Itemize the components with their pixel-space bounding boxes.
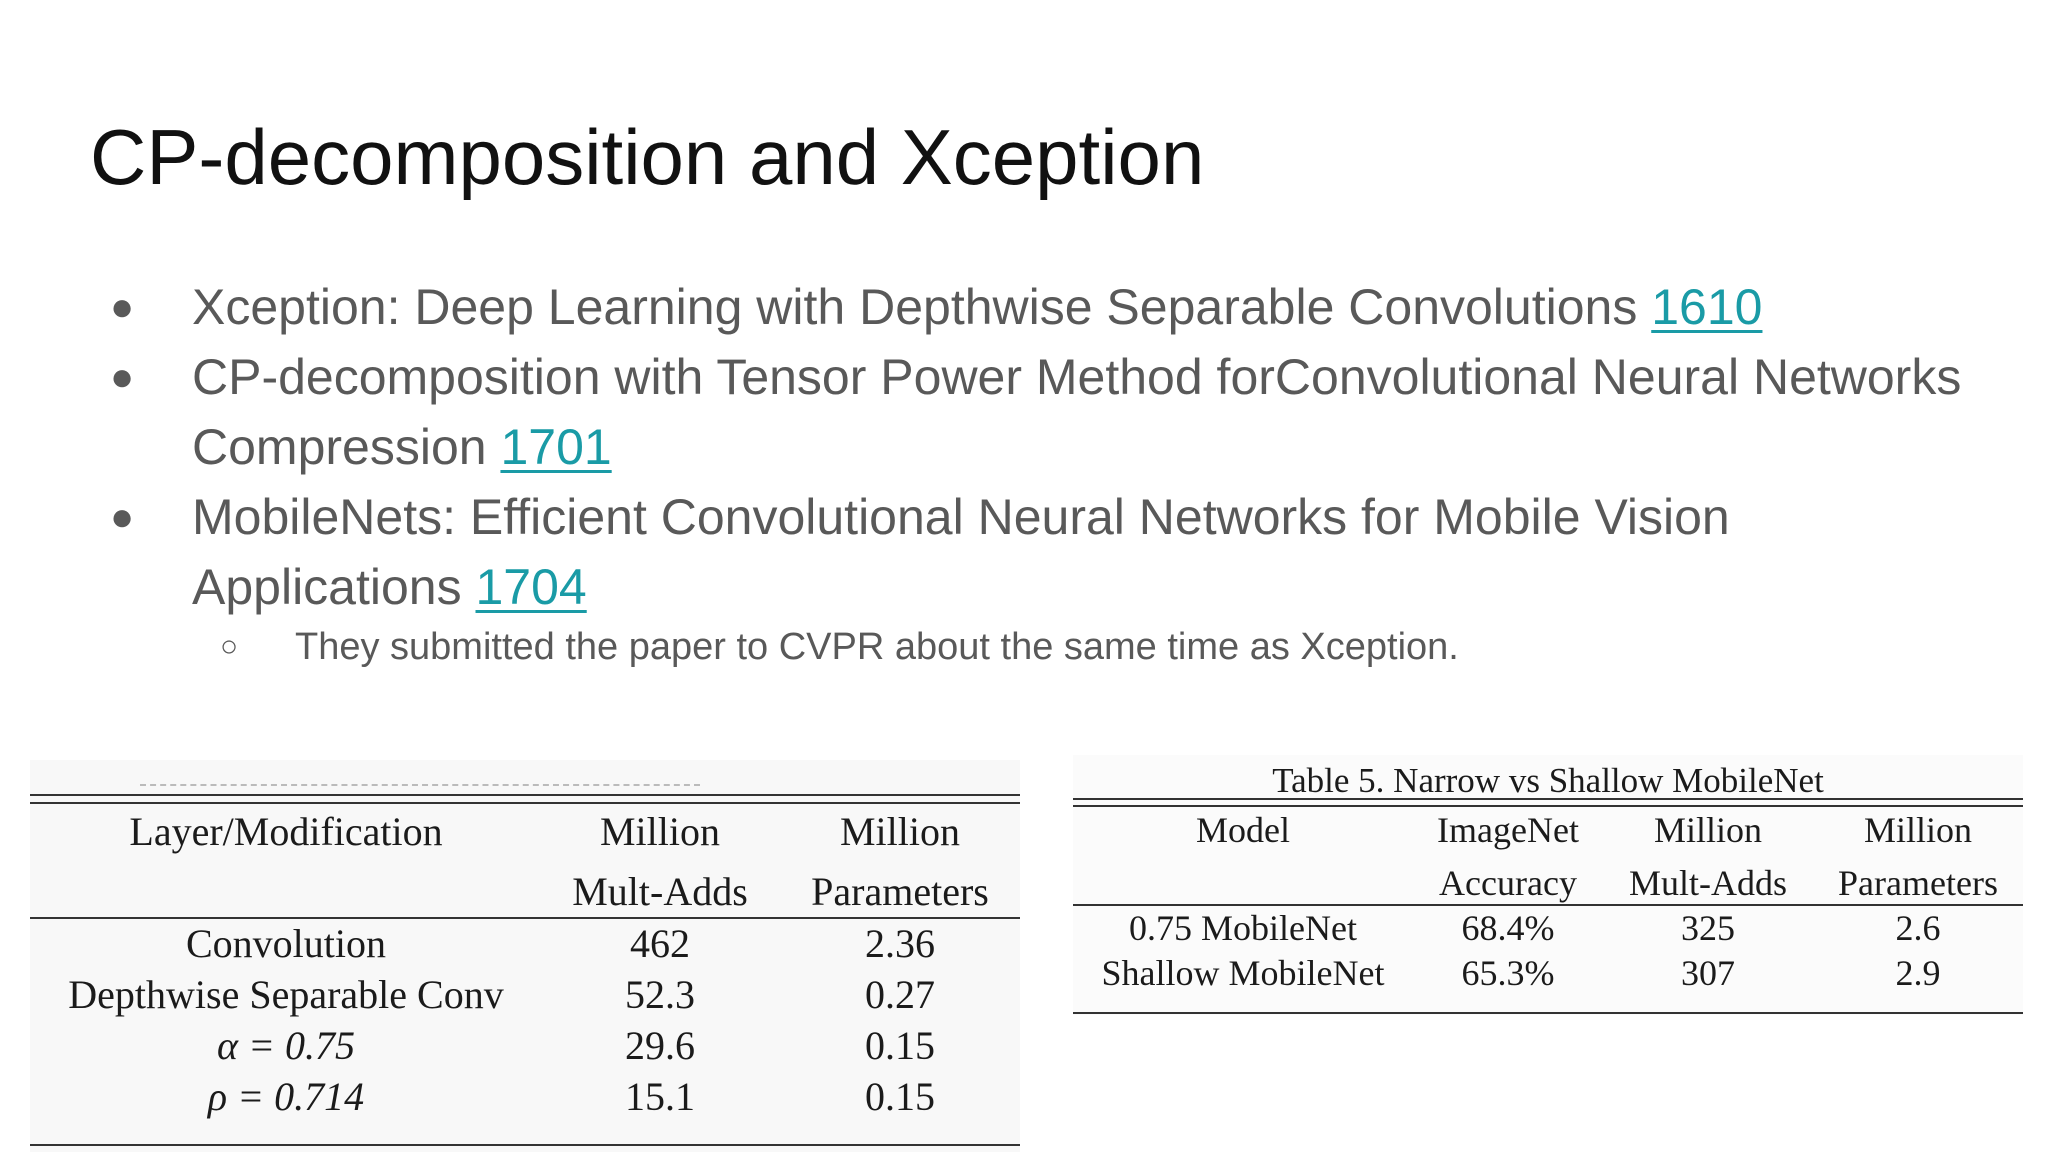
bullet-item	[110, 482, 1990, 622]
table-rule-bottom	[1073, 1012, 2023, 1014]
mobilenet-layer-table	[30, 760, 1020, 1152]
table-cell: Shallow MobileNet	[1101, 953, 1385, 993]
table-cell: 307	[1681, 953, 1735, 993]
table-rule-bottom	[30, 1144, 1020, 1146]
arxiv-link-1704[interactable]: 1704	[475, 559, 587, 615]
table-rule-top-double	[1073, 805, 2023, 807]
table-rule-header	[1073, 904, 2023, 906]
table-cell: 2.9	[1895, 953, 1941, 993]
header-mult-adds: Mult-Adds	[572, 869, 748, 914]
table-caption: Table 5. Narrow vs Shallow MobileNet	[1272, 761, 1824, 800]
header-layer-modification: Layer/Modification	[129, 809, 443, 854]
table-cell: 2.6	[1895, 908, 1941, 948]
bullet-dot-icon: ●	[110, 285, 135, 329]
bullet-dot-icon: ●	[110, 355, 135, 399]
table-rule-top-double	[30, 802, 1020, 804]
bullet-dot-icon: ●	[110, 495, 135, 539]
header-million: Million	[1653, 810, 1763, 850]
table-cell: 325	[1681, 908, 1735, 948]
header-imagenet: ImageNet	[1437, 810, 1579, 850]
table-cell: 68.4%	[1461, 908, 1555, 948]
cropped-caption-remnant	[140, 784, 700, 790]
table-cell: 0.75 MobileNet	[1129, 908, 1357, 948]
table-cell: Depthwise Separable Conv	[68, 972, 504, 1017]
table-cell: 15.1	[625, 1074, 695, 1119]
table-rule-header	[30, 917, 1020, 919]
table-cell: 0.15	[865, 1074, 935, 1119]
header-accuracy: Accuracy	[1439, 863, 1577, 903]
table-cell: Convolution	[185, 921, 387, 966]
bullet-item	[110, 272, 1990, 342]
bullet-list	[110, 272, 1990, 676]
arxiv-link-1701[interactable]: 1701	[500, 419, 612, 475]
bullet-text: CP-decomposition with Tensor Power Method forConvolutional Neural Networks Compression	[192, 349, 1962, 475]
table-cell: α = 0.75	[217, 1023, 355, 1068]
table-cell: 65.3%	[1461, 953, 1555, 993]
bullet-text: MobileNets: Efficient Convolutional Neural Networks for Mobile Vision Applications	[192, 489, 1730, 615]
sub-bullet-text: They submitted the paper to CVPR about the same time as Xception.	[295, 626, 1459, 668]
header-model: Model	[1196, 810, 1290, 850]
header-million: Million	[1863, 810, 1973, 850]
arxiv-link-1610[interactable]: 1610	[1651, 279, 1763, 335]
bullet-text: Xception: Deep Learning with Depthwise Separable Convolutions	[192, 279, 1652, 335]
table-cell: 52.3	[625, 972, 695, 1017]
header-mult-adds: Mult-Adds	[1628, 863, 1788, 903]
table-cell: 29.6	[625, 1023, 695, 1068]
header-million: Million	[599, 809, 721, 854]
slide-title: CP-decomposition and Xception	[90, 113, 1205, 201]
table-rule-top	[1073, 798, 2023, 800]
header-million: Million	[839, 809, 961, 854]
table-cell: 2.36	[865, 921, 935, 966]
table-cell: 462	[630, 921, 690, 966]
header-parameters: Parameters	[1838, 863, 1998, 903]
table-cell: 0.27	[865, 972, 935, 1017]
sub-bullet-item	[110, 618, 1990, 676]
table-rule-top	[30, 794, 1020, 796]
table-cell: 0.15	[865, 1023, 935, 1068]
hollow-circle-bullet-icon: ○	[220, 630, 239, 663]
table-cell: ρ = 0.714	[207, 1074, 365, 1119]
narrow-vs-shallow-table	[1073, 755, 2023, 1015]
header-parameters: Parameters	[811, 869, 989, 914]
bullet-item	[110, 342, 1990, 482]
